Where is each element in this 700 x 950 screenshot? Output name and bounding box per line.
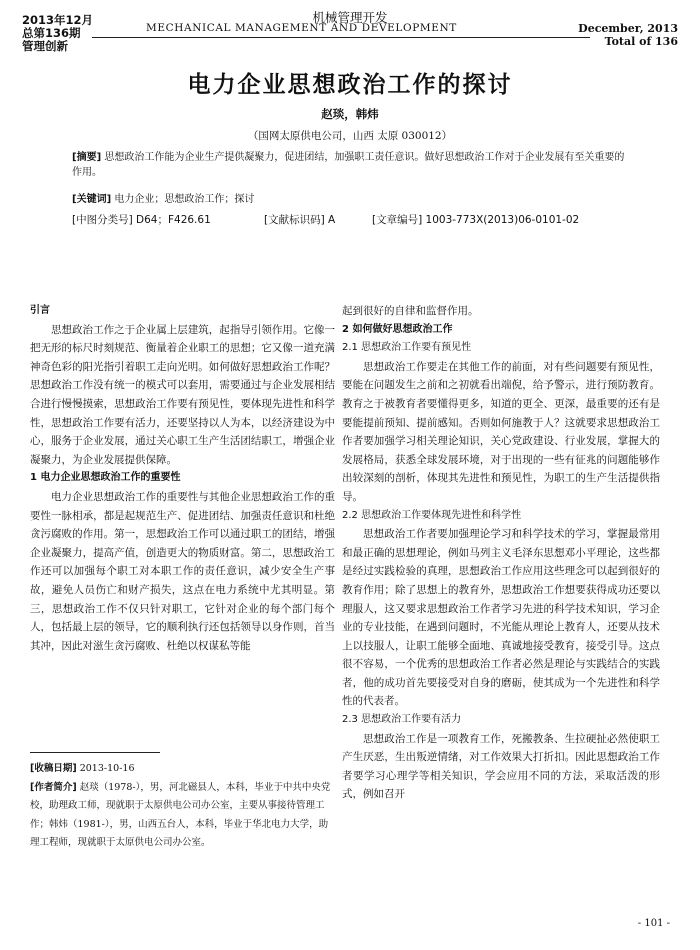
section-heading: 2.2 思想政治工作要体现先进性和科学性 (342, 509, 522, 521)
clc-number: [中图分类号] D64；F426.61 (72, 214, 211, 226)
paragraph: 思想政治工作者要加强理论学习和科学技术的学习，掌握最常用和最正确的思想理论，例如马列主义毛泽东思想邓小平理论，这些都是经过实践检验的真理，思想政治工作应用这些理念可以起到很好的教育作用；除了思想上的教育外，思想政治工作想要获得成功还要以理服人，这又要求思想政治工作者学习先进的科学技术知识，学习企业的专业技能，在遇到问题时，不光能从理论上教育人，还要从技术上以技服人，让职工能够全面地、真诚地接受教育，接受引导。这点很不容易，一个优秀的思想政治工作者必然是理论与实践结合的实践者，他的成功首先要接受对自身的磨砺，使其成为一个先进性和科学性的代表者。 (342, 528, 660, 708)
article-affiliation: （国网太原供电公司，山西 太原 030012） (247, 130, 453, 142)
footnotes (30, 760, 335, 853)
paragraph: 思想政治工作是一项教育工作，死搬教条、生拉硬扯必然使职工产生厌恶，生出叛逆情绪，对工作效果大打折扣。因此思想政治工作者要学习心理学等相关知识，学会应用不同的方法，采取活泼的形式，例如召开 (342, 732, 660, 801)
section-heading: 引言 (30, 305, 50, 316)
abstract (72, 150, 632, 180)
issue-date-en: December, 2013 (578, 22, 678, 35)
paragraph: 思想政治工作之于企业属上层建筑，起指导引领作用。它像一把无形的标尺时刻规范、衡量着企业职工的思想；它又像一道充满神奇色彩的阳光指引着职工走向光明。如何做好思想政治工作呢？思想政治工作没有统一的模式可以套用，需要通过与企业发展相结合进行慢慢摸索，思想政治工作要有预见性，要体现先进性和科学性，思想政治工作要有活力，还要坚持以人为本，以经济建设为中心，服务于企业发展，通过关心职工生产生活团结职工，增强企业凝聚力，为企业发展提供保障。 (30, 323, 335, 466)
issue-total: 总第136期 (22, 26, 81, 40)
section-heading: 1 电力企业思想政治工作的重要性 (30, 472, 181, 484)
paragraph: 电力企业思想政治工作的重要性与其他企业思想政治工作的重要性一脉相承，都是起规范生产、促进团结、加强责任意识和杜绝贪污腐败的作用。第一，思想政治工作可以通过职工的团结，增强企业凝聚力，提高产值，创造更大的物质财富。第二，思想政治工作还可以加强每个职工对本职工作的责任意识，减少安全生产事故，避免人员伤亡和财产损失，这点在电力系统中尤其明显。第三，思想政治工作不仅只针对职工，它针对企业的每个部门每个人，包括最上层的领导，它的顺利执行还包括领导以身作则，首当其冲，因此对滋生贪污腐败、杜绝以权谋私等能 (30, 490, 335, 652)
column-name: 管理创新 (22, 39, 68, 53)
article-title: 电力企业思想政治工作的探讨 (187, 72, 513, 98)
journal-title-cn: 机械管理开发 (312, 10, 388, 25)
page-number: - 101 - (637, 918, 670, 929)
section-heading: 2.1 思想政治工作要有预见性 (342, 342, 472, 354)
header-rule (92, 37, 590, 38)
journal-title-en: MECHANICAL MANAGEMENT AND DEVELOPMENT (146, 22, 457, 34)
keywords-label: [关键词] (72, 194, 112, 205)
author-bio: 赵琰（1978-），男，河北磁县人，本科，毕业于中共中央党校，助理政工师，现就职于太原供电公司办公室，主要从事接待管理工作；韩炜（1981-），男，山西五台人，本科，毕业于华北电力大学，助理工程师，现就职于太原供电公司办公室。 (30, 781, 331, 848)
document-code: [文献标识码] A (264, 214, 336, 226)
paragraph: 思想政治工作要走在其他工作的前面，对有些问题要有预见性，要能在问题发生之前和之初就看出端倪，给予警示，进行预防教育。教育之于被教育者要懂得更多，知道的更全、更深，最重要的还有是要能提前预知、提前感知。否则如何施教于人？这就要求思想政治工作者要加强学习相关理论知识，关心党政建设、行业发展，掌握大的发展格局，获悉全球发展环境，对于出现的一些有征兆的问题能够作出较深刻的剖析，体现其先进性和预见性，为职工的生产生活提供指导。 (342, 360, 660, 503)
received-label: [收稿日期] (30, 763, 77, 774)
paragraph: 起到很好的自律和监督作用。 (342, 305, 479, 317)
footnote-rule (30, 752, 160, 753)
issue-total-en: Total of 136 (604, 35, 678, 48)
section-heading: 2.3 思想政治工作要有活力 (342, 714, 462, 726)
body-left-column (30, 302, 335, 655)
article-number: [文章编号] 1003-773X(2013)06-0101-02 (372, 214, 580, 226)
received-date: 2013-10-16 (79, 763, 135, 774)
keywords (72, 192, 632, 207)
abstract-label: [摘要] (72, 152, 102, 163)
header-right (578, 22, 678, 48)
abstract-text: 思想政治工作能为企业生产提供凝聚力，促进团结，加强职工责任意识。做好思想政治工作对于企业发展有至关重要的作用。 (72, 152, 625, 178)
article-authors: 赵琰，韩炜 (321, 107, 379, 121)
section-heading: 2 如何做好思想政治工作 (342, 323, 453, 335)
bio-label: [作者简介] (30, 781, 77, 793)
issue-date: 2013年12月 (22, 13, 94, 27)
body-right-column (342, 302, 660, 804)
keywords-text: 电力企业；思想政治工作；探讨 (114, 194, 255, 205)
